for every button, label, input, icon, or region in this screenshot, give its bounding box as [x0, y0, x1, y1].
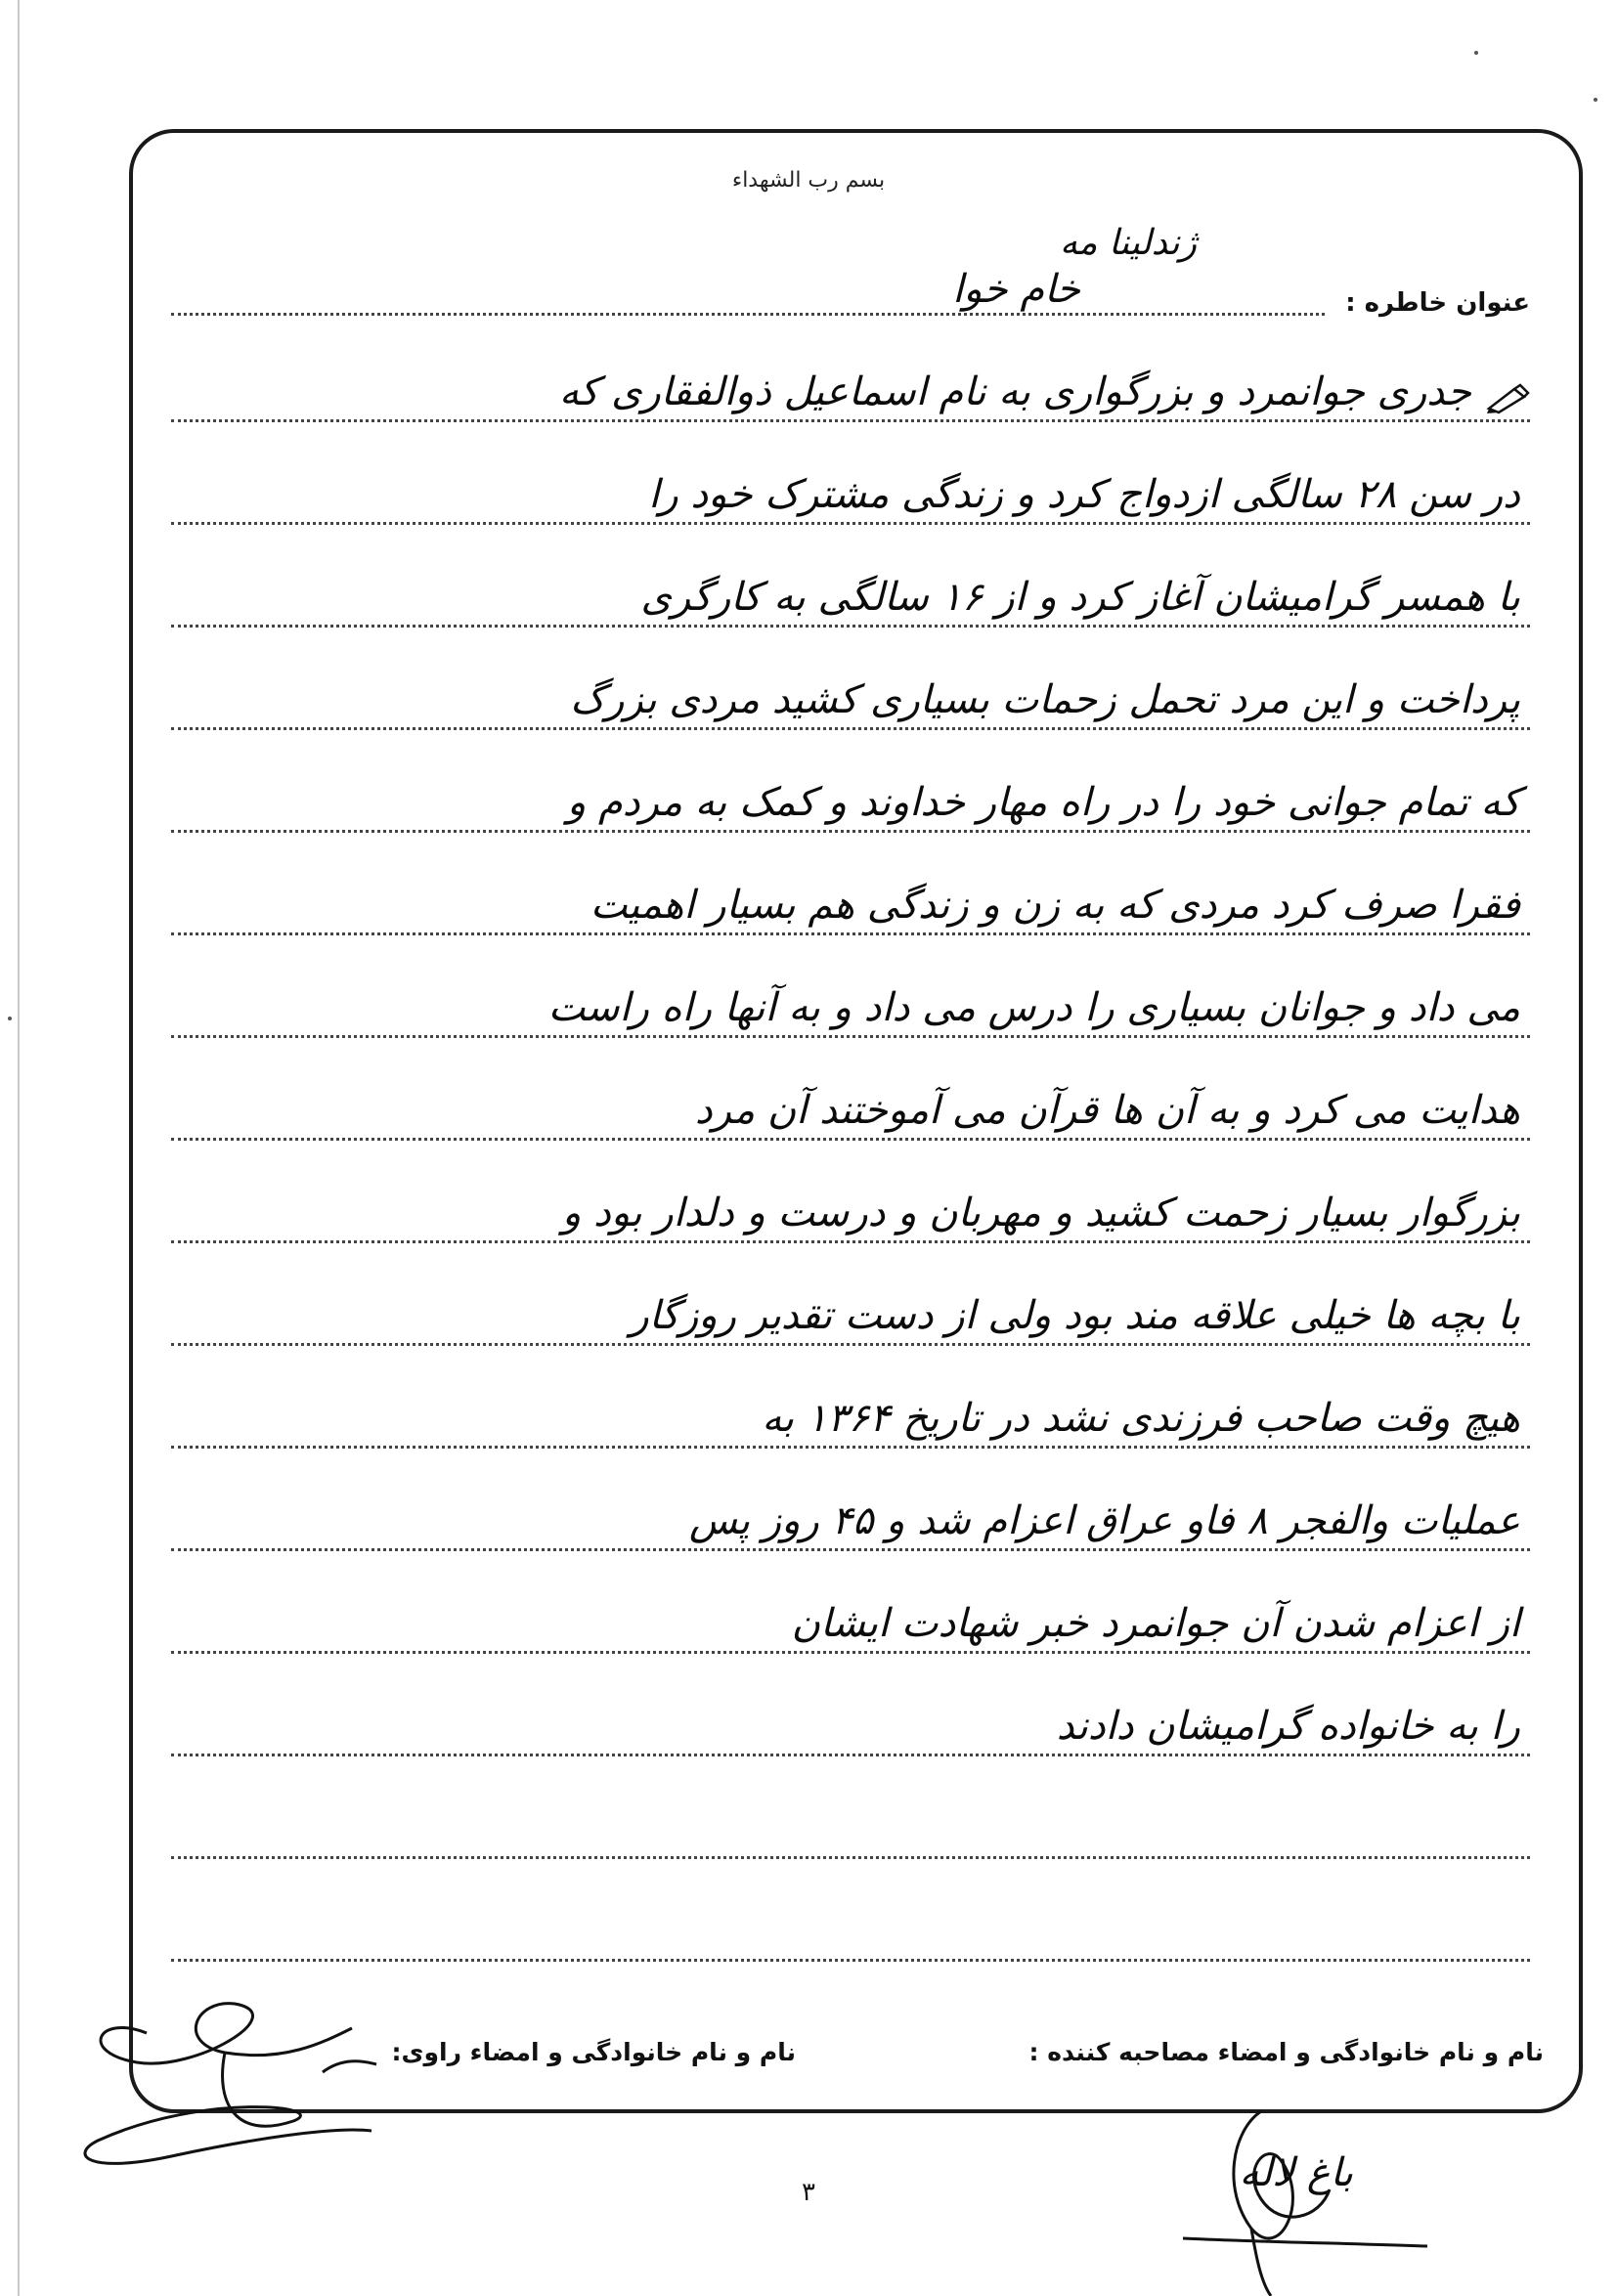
dotted-rule — [171, 1138, 1530, 1141]
interviewer-signature-label: نام و نام خانوادگی و امضاء مصاحبه کننده : — [1028, 2038, 1544, 2066]
handwritten-line: بزرگوار بسیار زحمت کشید و مهربان و درست و دلدار بود و — [562, 1191, 1520, 1235]
ruled-line — [171, 1453, 1530, 1551]
narrator-signature-label: نام و نام خانوادگی و امضاء راوی: — [391, 2038, 796, 2066]
scan-speck — [1594, 98, 1597, 102]
ruled-line — [171, 325, 1530, 422]
title-label: عنوان خاطره : — [1345, 288, 1530, 318]
bismillah-heading: بسم رب الشهداء — [731, 168, 886, 193]
scan-speck — [8, 1017, 12, 1020]
ruled-line — [171, 1248, 1530, 1346]
handwritten-title-note: ژندلینا مه — [1060, 223, 1197, 263]
handwritten-line: در سن ۲۸ سالگی ازدواج کرد و زندگی مشترک خود را — [648, 472, 1520, 517]
handwritten-line: از اعزام شدن آن جوانمرد خبر شهادت ایشان — [791, 1601, 1520, 1646]
scan-edge-line — [18, 0, 20, 2296]
dotted-rule — [171, 1343, 1530, 1346]
dotted-rule — [171, 830, 1530, 833]
dotted-rule — [171, 522, 1530, 525]
handwritten-line: پرداخت و این مرد تحمل زحمات بسیاری کشید مردی بزرگ — [570, 677, 1520, 722]
ruled-line — [171, 1043, 1530, 1141]
handwritten-line: جدری جوانمرد و بزرگواری به نام اسماعیل ذوالفقاری که — [558, 369, 1471, 414]
ruled-line — [171, 940, 1530, 1038]
dotted-rule — [171, 727, 1530, 730]
dotted-rule — [171, 1240, 1530, 1243]
handwritten-title: خام خوا — [952, 267, 1080, 312]
ruled-line — [171, 735, 1530, 833]
dotted-rule — [171, 419, 1530, 422]
ruled-line — [171, 632, 1530, 730]
ruled-line — [171, 427, 1530, 525]
ruled-line — [171, 1351, 1530, 1449]
dotted-rule — [171, 1446, 1530, 1449]
dotted-rule — [171, 1035, 1530, 1038]
handwritten-line: با بچه ها خیلی علاقه مند بود ولی از دست تقدیر روزگار — [630, 1293, 1520, 1338]
dotted-rule — [171, 1856, 1530, 1859]
ruled-line — [171, 1146, 1530, 1243]
ruled-line — [171, 1761, 1530, 1859]
scan-speck — [1474, 51, 1478, 55]
handwritten-line: می داد و جوانان بسیاری را درس می داد و به آنها راه راست — [547, 985, 1520, 1030]
dotted-rule — [171, 932, 1530, 935]
ruled-line — [171, 1864, 1530, 1962]
pencil-icon — [1485, 383, 1532, 414]
interviewer-signature-text: باغ لاله — [1239, 2150, 1353, 2195]
dotted-rule — [171, 1548, 1530, 1551]
handwritten-line: هیچ وقت صاحب فرزندی نشد در تاریخ ۱۳۶۴ به — [762, 1396, 1520, 1441]
dotted-rule — [171, 1651, 1530, 1654]
dotted-rule — [171, 1754, 1530, 1756]
handwritten-line: هدایت می کرد و به آن ها قرآن می آموختند آن مرد — [694, 1088, 1520, 1133]
page-number: ۳ — [802, 2178, 815, 2207]
title-row — [171, 267, 1530, 327]
ruled-line — [171, 1556, 1530, 1654]
ruled-line — [171, 1659, 1530, 1756]
handwritten-line: را به خانواده گرامیشان دادند — [1056, 1704, 1520, 1749]
title-dotted-line — [171, 313, 1325, 316]
ruled-line — [171, 838, 1530, 935]
handwritten-line: عملیات والفجر ۸ فاو عراق اعزام شد و ۴۵ روز پس — [688, 1498, 1520, 1543]
handwritten-line: فقرا صرف کرد مردی که به زن و زندگی هم بسیار اهمیت — [590, 883, 1520, 928]
ruled-line — [171, 530, 1530, 628]
dotted-rule — [171, 625, 1530, 628]
handwritten-line: که تمام جوانی خود را در راه مهار خداوند و کمک به مردم و — [566, 780, 1520, 825]
narrator-signature — [59, 1955, 411, 2189]
handwritten-line: با همسر گرامیشان آغاز کرد و از ۱۶ سالگی به کارگری — [640, 575, 1520, 620]
